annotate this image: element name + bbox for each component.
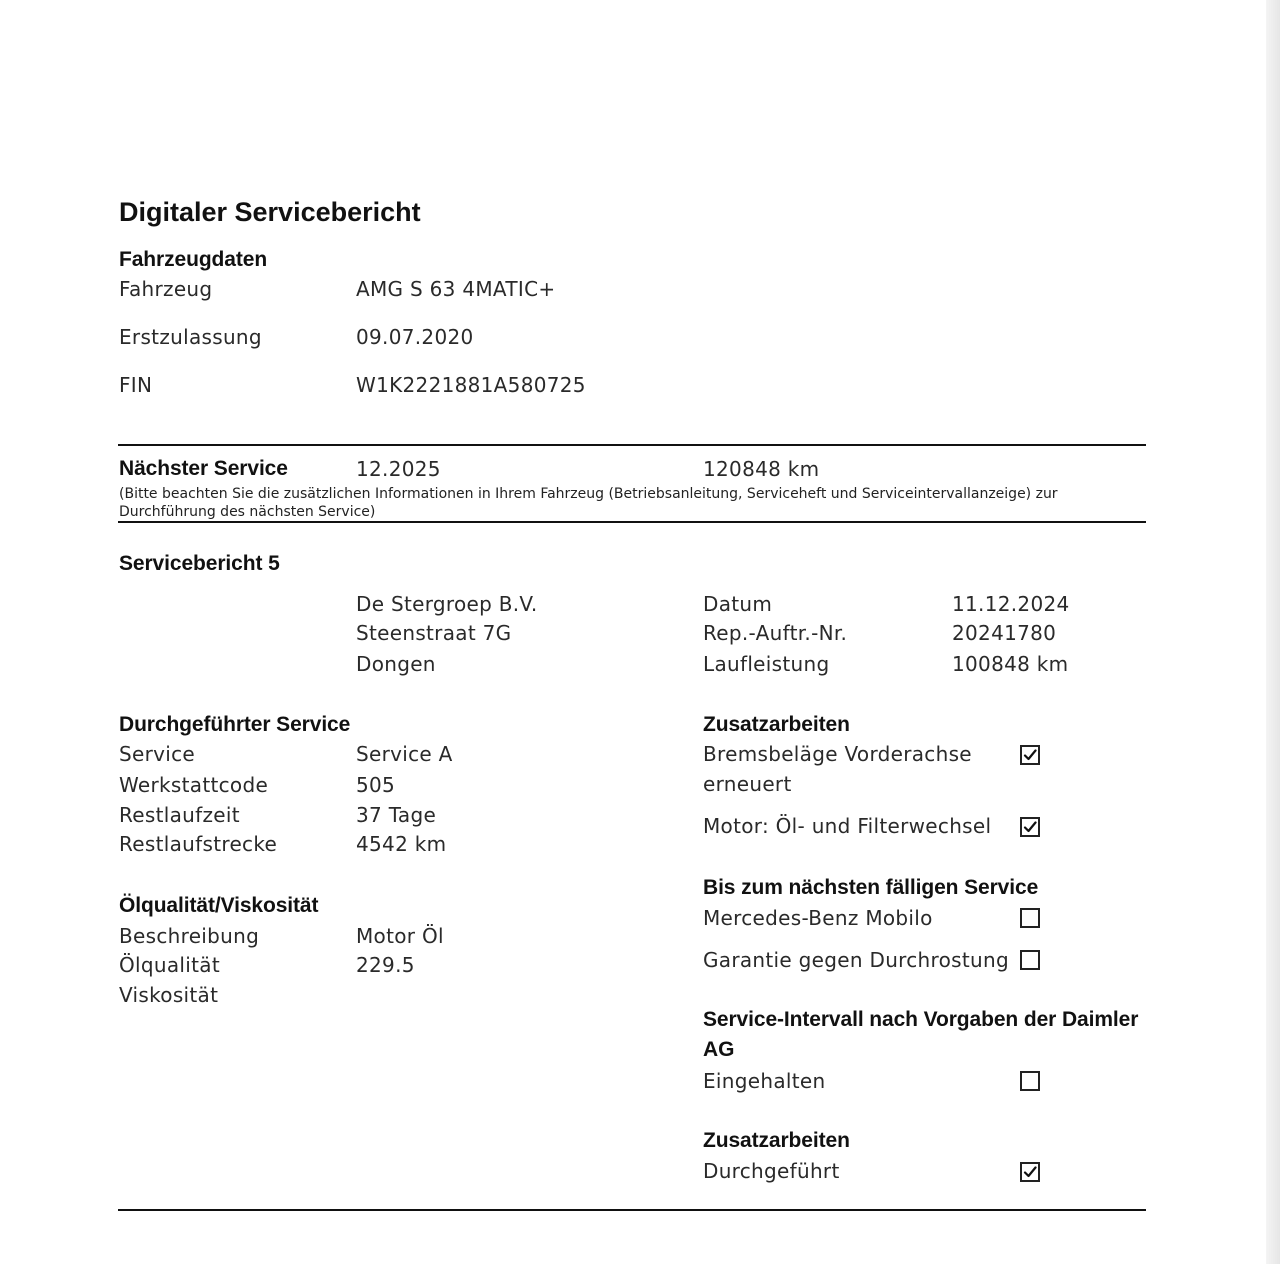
value-restlaufstrecke: 4542 km <box>356 832 447 856</box>
label-fahrzeug: Fahrzeug <box>119 277 213 301</box>
intervall-item-label: Eingehalten <box>703 1069 826 1093</box>
checkmark-icon <box>1023 1165 1037 1179</box>
label-datum: Datum <box>703 592 773 616</box>
label-viskositaet: Viskosität <box>119 983 219 1007</box>
value-beschreibung: Motor Öl <box>356 924 444 948</box>
section-heading-zusatzarbeiten-2: Zusatzarbeiten <box>703 1129 850 1152</box>
divider <box>118 444 1146 446</box>
label-oelqualitaet: Ölqualität <box>119 953 220 977</box>
value-oelqualitaet: 229.5 <box>356 953 415 977</box>
value-werkstattcode: 505 <box>356 773 396 797</box>
section-heading-zusatzarbeiten: Zusatzarbeiten <box>703 713 850 736</box>
checkbox-durchgefuehrt[interactable] <box>1020 1162 1040 1182</box>
checkmark-icon <box>1023 748 1037 762</box>
checkbox-bremsbelaege[interactable] <box>1020 745 1040 765</box>
divider <box>118 1209 1146 1211</box>
address-line: Steenstraat 7G <box>356 621 512 645</box>
value-datum: 11.12.2024 <box>952 592 1070 616</box>
section-heading-bis-naechster-service: Bis zum nächsten fälligen Service <box>703 876 1039 899</box>
zusatz-item-label: Motor: Öl- und Filterwechsel <box>703 814 992 838</box>
zusatz-item-label: Bremsbeläge Vorderachse <box>703 742 972 766</box>
naechster-service-date: 12.2025 <box>356 457 441 481</box>
section-heading-servicebericht: Servicebericht 5 <box>119 552 280 575</box>
section-heading-service-intervall: Service-Intervall nach Vorgaben der Daimler <box>703 1008 1139 1031</box>
value-erstzulassung: 09.07.2020 <box>356 325 474 349</box>
checkmark-icon <box>1023 820 1037 834</box>
naechster-service-km: 120848 km <box>703 457 820 481</box>
value-rep-auftr-nr: 20241780 <box>952 621 1057 645</box>
label-rep-auftr-nr: Rep.-Auftr.-Nr. <box>703 621 848 645</box>
bis-item-label: Mercedes-Benz Mobilo <box>703 906 933 930</box>
section-heading-oelqualitaet: Ölqualität/Viskosität <box>119 894 319 917</box>
address-line: De Stergroep B.V. <box>356 592 538 616</box>
zusatz-item-label: erneuert <box>703 772 792 796</box>
label-restlaufstrecke: Restlaufstrecke <box>119 832 278 856</box>
value-service: Service A <box>356 742 453 766</box>
label-beschreibung: Beschreibung <box>119 924 260 948</box>
page-edge <box>1266 0 1280 1264</box>
address-line: Dongen <box>356 652 436 676</box>
value-fin: W1K2221881A580725 <box>356 373 586 397</box>
label-werkstattcode: Werkstattcode <box>119 773 269 797</box>
label-fin: FIN <box>119 373 153 397</box>
value-restlaufzeit: 37 Tage <box>356 803 437 827</box>
section-heading-service-intervall-cont: AG <box>703 1038 735 1061</box>
checkbox-mobilo[interactable] <box>1020 908 1040 928</box>
divider <box>118 521 1146 523</box>
checkbox-eingehalten[interactable] <box>1020 1071 1040 1091</box>
zusatz2-item-label: Durchgeführt <box>703 1159 840 1183</box>
section-heading-durchgefuehrter-service: Durchgeführter Service <box>119 713 351 736</box>
bis-item-label: Garantie gegen Durchrostung <box>703 948 1009 972</box>
label-erstzulassung: Erstzulassung <box>119 325 262 349</box>
label-restlaufzeit: Restlaufzeit <box>119 803 240 827</box>
naechster-service-label: Nächster Service <box>119 457 288 480</box>
value-fahrzeug: AMG S 63 4MATIC+ <box>356 277 556 301</box>
label-laufleistung: Laufleistung <box>703 652 830 676</box>
checkbox-oelwechsel[interactable] <box>1020 817 1040 837</box>
section-heading-fahrzeugdaten: Fahrzeugdaten <box>119 248 268 271</box>
page-title: Digitaler Servicebericht <box>119 197 421 227</box>
naechster-service-note: (Bitte beachten Sie die zusätzlichen Informationen in Ihrem Fahrzeug (Betriebsanleitung, Serviceheft und Serviceintervallanzeige) zur Durchführung des nächsten Service) <box>119 486 1058 520</box>
value-laufleistung: 100848 km <box>952 652 1069 676</box>
checkbox-durchrostung[interactable] <box>1020 950 1040 970</box>
label-service: Service <box>119 742 196 766</box>
